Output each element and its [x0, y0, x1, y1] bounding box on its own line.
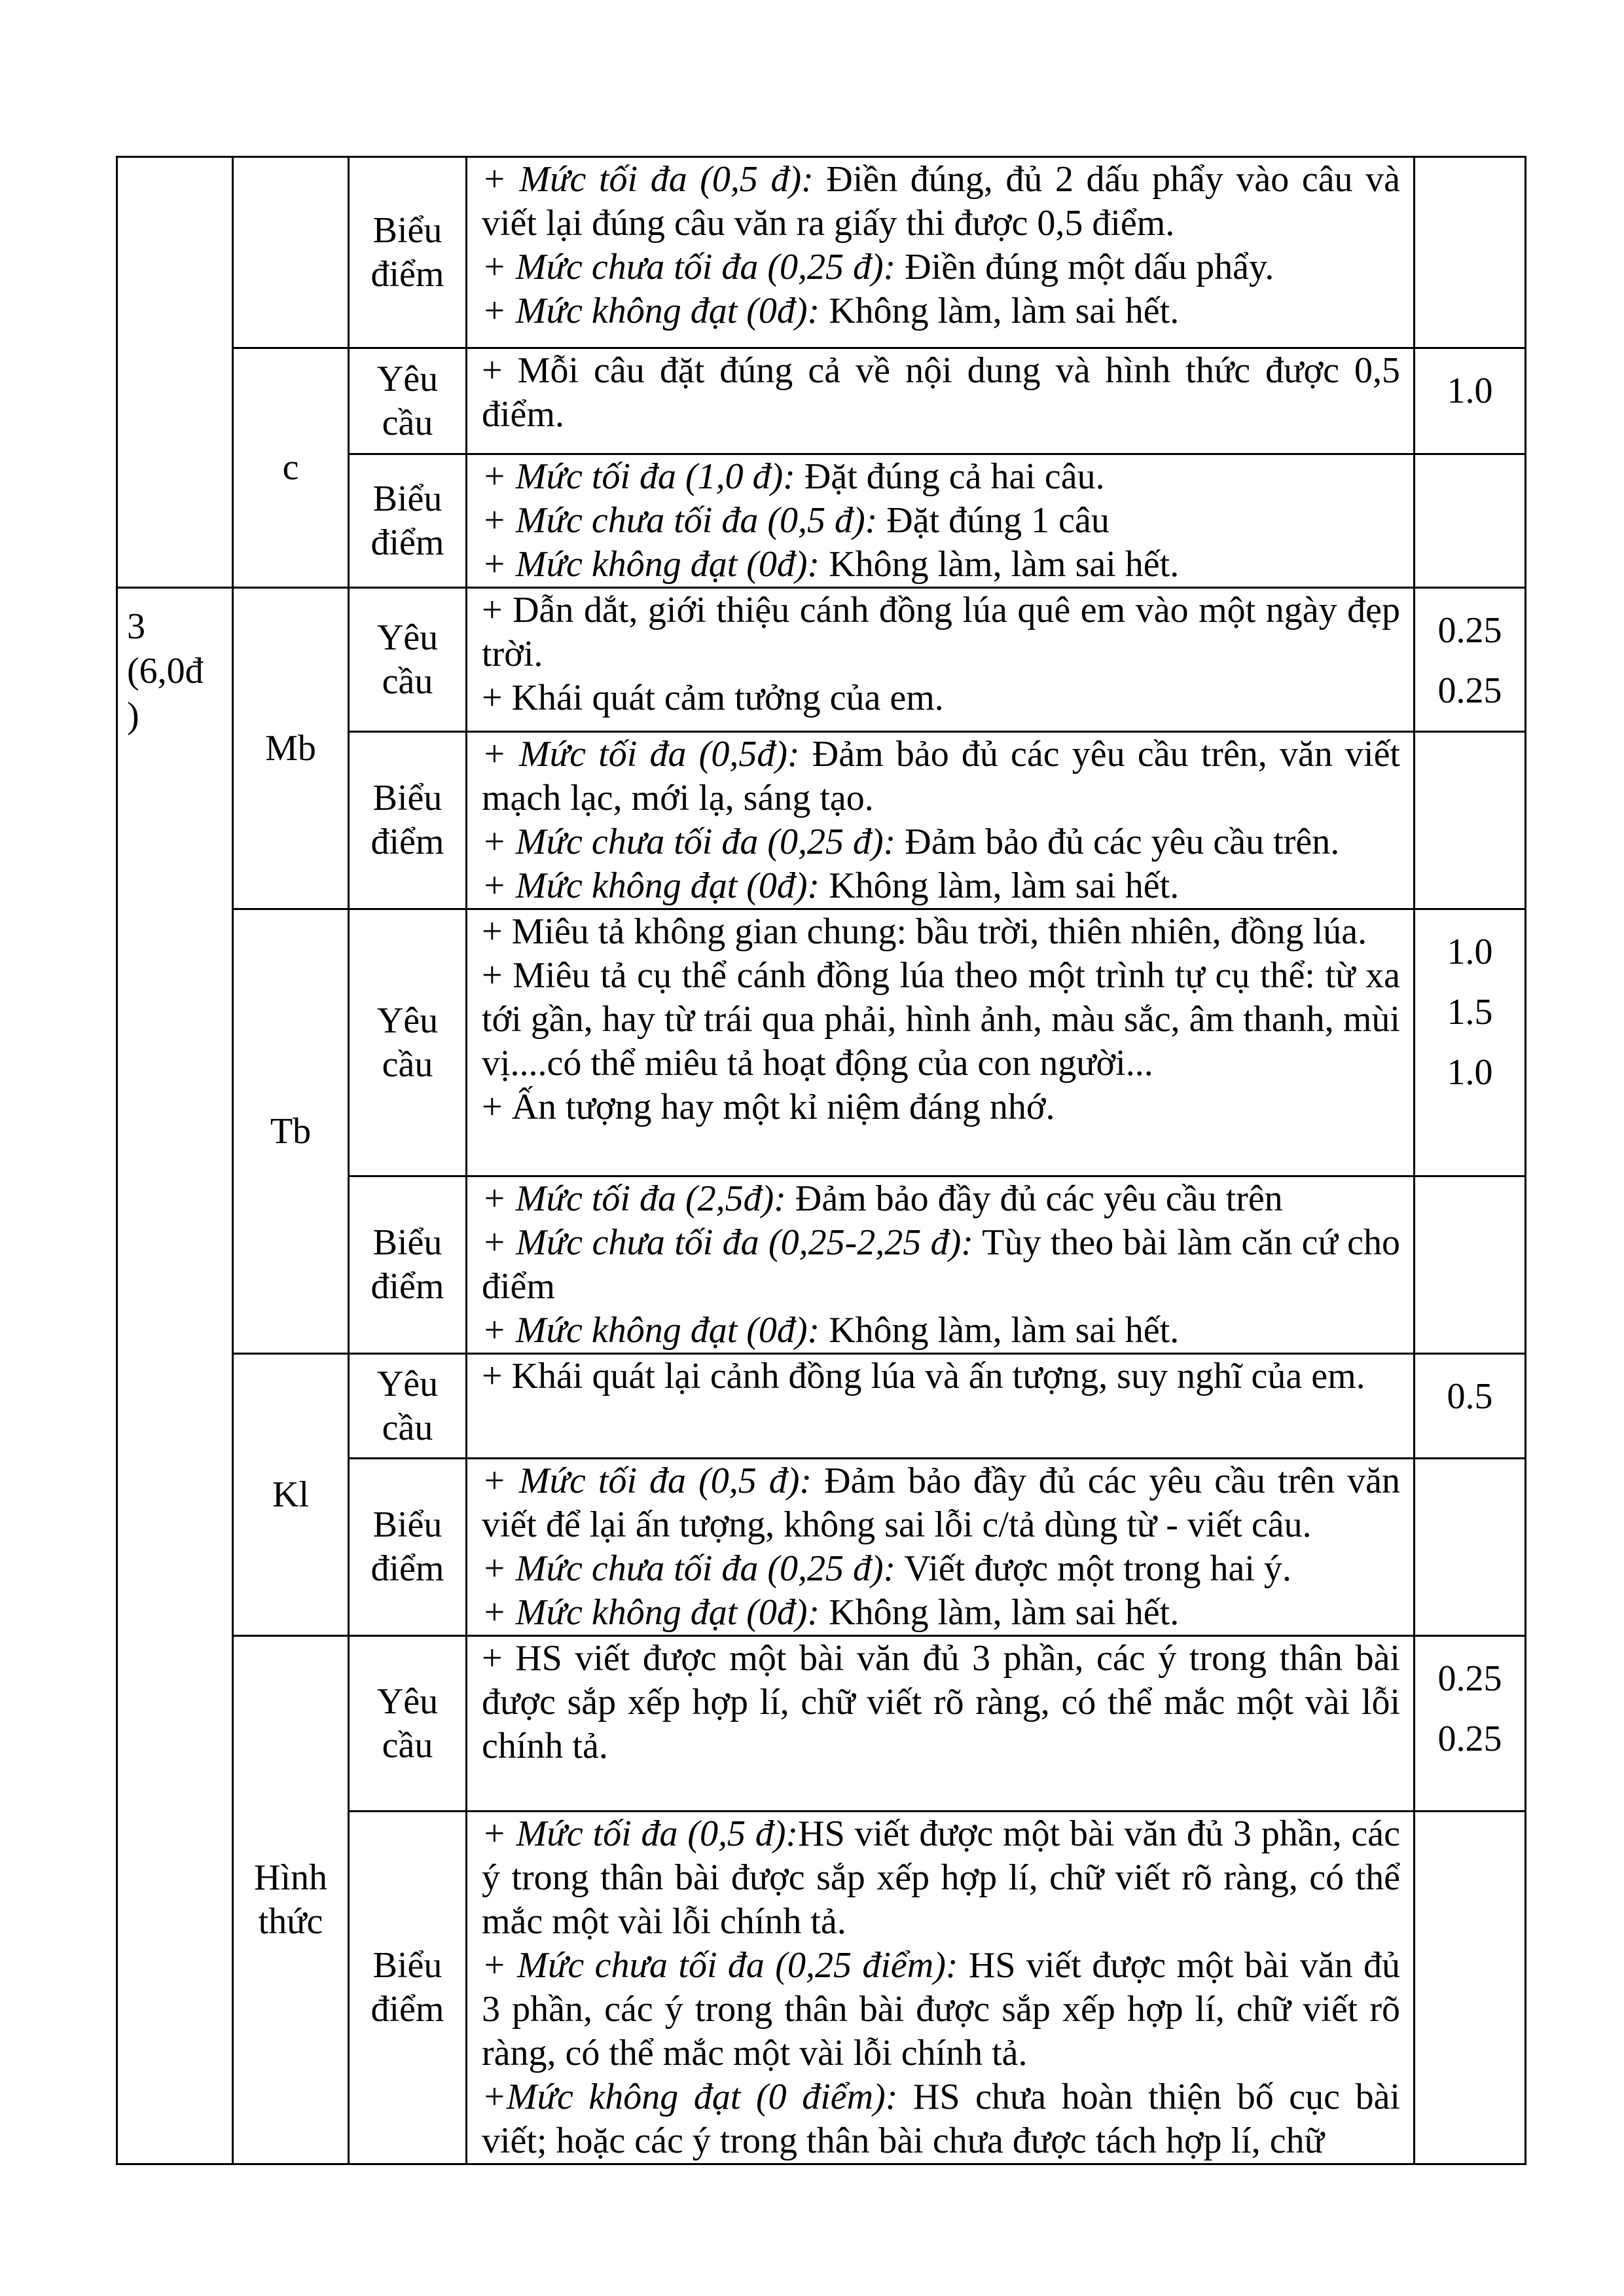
content-line: + Miêu tả cụ thể cánh đồng lúa theo một trình tự cụ thể: từ xa tới gần, hay từ trái qua phải, hình ảnh, màu sắc, âm thanh, mùi vị....có thể miêu tả hoạt động của con người... [482, 955, 1400, 1084]
row-kind-label: Biểu điểm [349, 732, 467, 909]
content-line: + HS viết được một bài văn đủ 3 phần, các ý trong thân bài được sắp xếp hợp lí, chữ viết rõ ràng, có thể mắc một vài lỗi chính tả. [482, 1638, 1400, 1766]
rubric-row [117, 1354, 1526, 1459]
question-cell-2 [117, 157, 233, 588]
content-line: + Mức tối đa (0,5đ): Đảm bảo đủ các yêu cầu trên, văn viết mạch lạc, mới lạ, sáng tạo. [482, 734, 1400, 818]
rubric-content [467, 1354, 1415, 1459]
content-line: + Mức tối đa (0,5 đ):HS viết được một bài văn đủ 3 phần, các ý trong thân bài được sắp xếp hợp lí, chữ viết rõ ràng, có thể mắc một vài lỗi chính tả. [482, 1813, 1400, 1942]
score-cell [1415, 1812, 1526, 2164]
row-kind-label: Yêu cầu [349, 1354, 467, 1459]
question-cell-3: 3 (6,0đ ) [117, 588, 233, 2164]
content-line: + Mức chưa tối đa (0,25 đ): Viết được một trong hai ý. [482, 1548, 1291, 1589]
part-cell: Hình thức [233, 1636, 349, 2164]
part-cell [233, 157, 349, 348]
score-value: 0.5 [1447, 1376, 1493, 1417]
score-cell [1415, 348, 1526, 454]
score-cell [1415, 1176, 1526, 1354]
row-kind-label: Biểu điểm [349, 1459, 467, 1636]
rubric-table [116, 156, 1526, 2165]
rubric-content [467, 732, 1415, 909]
score-cell [1415, 454, 1526, 588]
row-kind-label: Biểu điểm [349, 1176, 467, 1354]
content-line: + Khái quát lại cảnh đồng lúa và ấn tượng, suy nghĩ của em. [482, 1356, 1365, 1396]
rubric-row [117, 588, 1526, 732]
content-line: + Mức không đạt (0đ): Không làm, làm sai hết. [482, 866, 1180, 906]
score-value: 1.0 [1447, 371, 1493, 411]
content-line: + Mức tối đa (1,0 đ): Đặt đúng cả hai câu. [482, 456, 1105, 497]
rubric-row [117, 909, 1526, 1176]
rubric-content [467, 588, 1415, 732]
rubric-row [117, 348, 1526, 454]
content-line: + Mức không đạt (0đ): Không làm, làm sai hết. [482, 544, 1180, 585]
content-line: + Dẫn dắt, giới thiệu cánh đồng lúa quê em vào một ngày đẹp trời. [482, 590, 1400, 674]
content-line: + Mức tối đa (0,5 đ): Đảm bảo đầy đủ các yêu cầu trên văn viết để lại ấn tượng, không sai lỗi c/tả dùng từ - viết câu. [482, 1461, 1400, 1545]
content-line: + Miêu tả không gian chung: bầu trời, thiên nhiên, đồng lúa. [482, 911, 1367, 952]
part-cell: c [233, 348, 349, 588]
part-cell: Tb [233, 909, 349, 1354]
rubric-content [467, 1636, 1415, 1812]
part-cell: Mb [233, 588, 349, 909]
rubric-content [467, 1176, 1415, 1354]
rubric-content [467, 157, 1415, 348]
rubric-content [467, 909, 1415, 1176]
row-kind-label: Yêu cầu [349, 909, 467, 1176]
score-value: 0.25 [1437, 610, 1502, 651]
score-cell [1415, 1636, 1526, 1812]
content-line: + Mức tối đa (2,5đ): Đảm bảo đầy đủ các yêu cầu trên [482, 1178, 1283, 1219]
rubric-content [467, 454, 1415, 588]
rubric-row [117, 157, 1526, 348]
content-line: + Mức không đạt (0đ): Không làm, làm sai hết. [482, 291, 1180, 331]
row-kind-label: Yêu cầu [349, 588, 467, 732]
score-value: 0.25 [1437, 670, 1502, 711]
content-line: + Mức không đạt (0đ): Không làm, làm sai hết. [482, 1310, 1180, 1351]
score-value: 0.25 [1437, 1719, 1502, 1759]
row-kind-label: Yêu cầu [349, 348, 467, 454]
content-line: + Mỗi câu đặt đúng cả về nội dung và hình thức được 0,5 điểm. [482, 350, 1400, 435]
score-value: 1.5 [1447, 992, 1493, 1032]
content-line: + Mức chưa tối đa (0,25 đ): Đảm bảo đủ các yêu cầu trên. [482, 822, 1340, 862]
content-line: + Mức chưa tối đa (0,25 đ): Điền đúng một dấu phẩy. [482, 247, 1274, 287]
grading-rubric-page [116, 156, 1525, 2161]
content-line: + Khái quát cảm tưởng của em. [482, 678, 944, 718]
rubric-row [117, 1636, 1526, 1812]
score-cell [1415, 1354, 1526, 1459]
score-cell [1415, 732, 1526, 909]
content-line: + Mức chưa tối đa (0,25 điểm): HS viết được một bài văn đủ 3 phần, các ý trong thân bài được sắp xếp hợp lí, chữ viết rõ ràng, có thể mắc một vài lỗi chính tả. [482, 1945, 1400, 2073]
content-line: + Mức chưa tối đa (0,25-2,25 đ): Tùy theo bài làm căn cứ cho điểm [482, 1222, 1400, 1307]
row-kind-label: Yêu cầu [349, 1636, 467, 1812]
content-line: + Mức tối đa (0,5 đ): Điền đúng, đủ 2 dấu phẩy vào câu và viết lại đúng câu văn ra giấy thi được 0,5 điểm. [482, 159, 1400, 244]
rubric-content [467, 348, 1415, 454]
content-line: + Mức không đạt (0đ): Không làm, làm sai hết. [482, 1592, 1180, 1633]
content-line: +Mức không đạt (0 điểm): HS chưa hoàn thiện bố cục bài viết; hoặc các ý trong thân bài chưa được tách hợp lí, chữ [482, 2077, 1400, 2161]
row-kind-label: Biểu điểm [349, 157, 467, 348]
score-value: 0.25 [1437, 1658, 1502, 1699]
content-line: + Ấn tượng hay một kỉ niệm đáng nhớ. [482, 1087, 1055, 1127]
rubric-content [467, 1812, 1415, 2164]
score-value: 1.0 [1447, 932, 1493, 972]
score-cell [1415, 588, 1526, 732]
content-line: + Mức chưa tối đa (0,5 đ): Đặt đúng 1 câu [482, 500, 1110, 541]
score-cell [1415, 1459, 1526, 1636]
rubric-content [467, 1459, 1415, 1636]
part-cell: Kl [233, 1354, 349, 1636]
score-cell [1415, 157, 1526, 348]
row-kind-label: Biểu điểm [349, 1812, 467, 2164]
row-kind-label: Biểu điểm [349, 454, 467, 588]
score-value: 1.0 [1447, 1052, 1493, 1093]
score-cell [1415, 909, 1526, 1176]
